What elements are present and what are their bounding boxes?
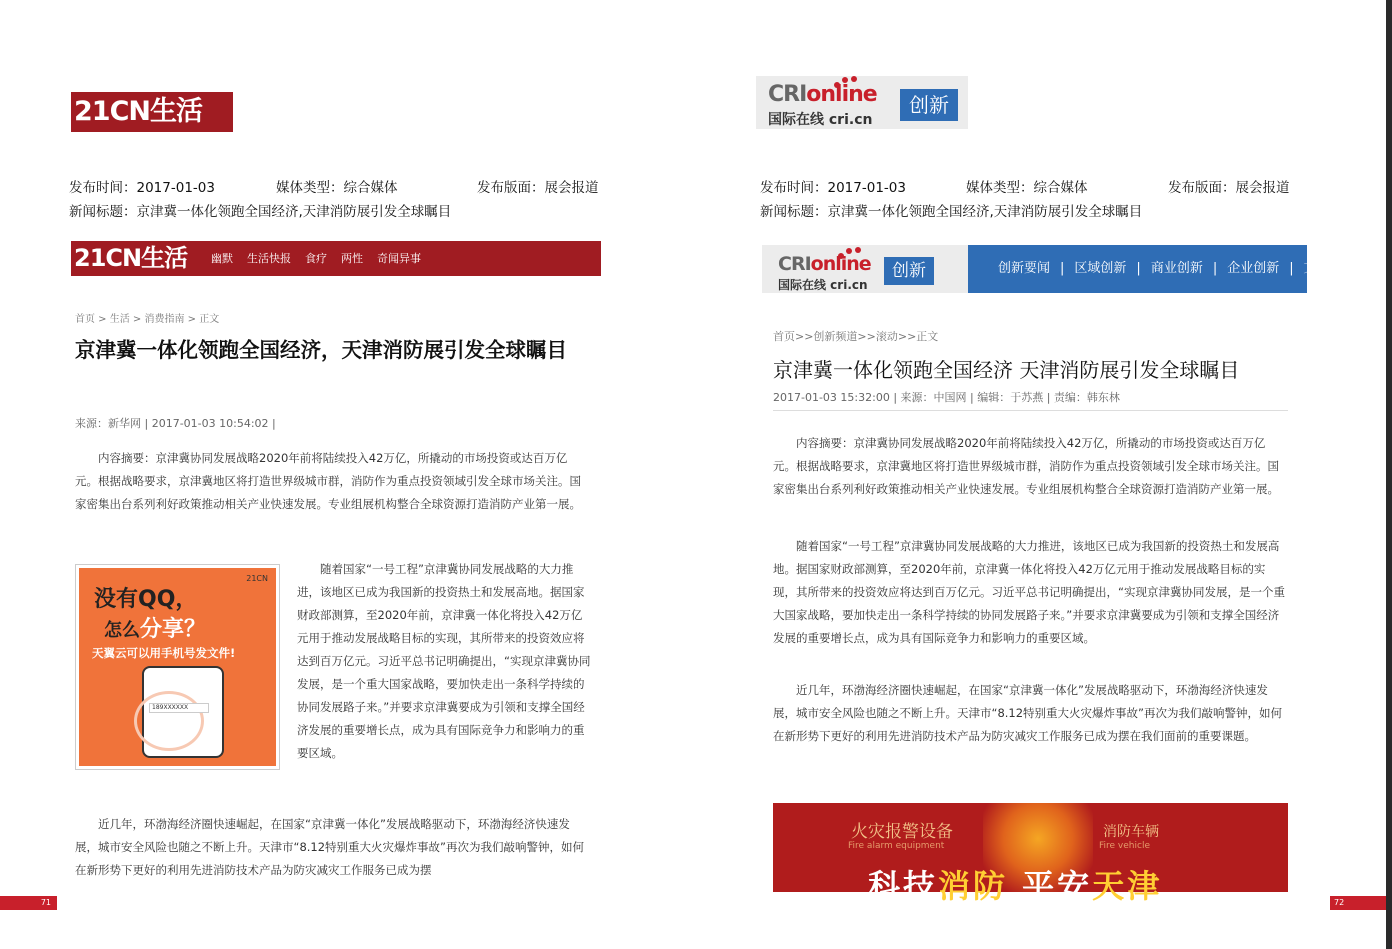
- book-spine: [1386, 0, 1392, 949]
- media-type: 媒体类型：综合媒体: [276, 180, 398, 196]
- publish-section: 发布版面：展会报道: [1168, 180, 1290, 196]
- news-headline: 新闻标题：京津冀一体化领跑全国经济,天津消防展引发全球瞩目: [760, 204, 1143, 220]
- nav-item[interactable]: 生活快报: [247, 252, 291, 265]
- breadcrumb[interactable]: 首页>>创新频道>>滚动>>正文: [773, 330, 939, 343]
- nav-item[interactable]: 食疗: [305, 252, 327, 265]
- publish-time: 发布时间：2017-01-03: [69, 180, 215, 196]
- site-header-21cn: [71, 241, 601, 276]
- breadcrumb[interactable]: 首页 > 生活 > 消费指南 > 正文: [75, 314, 220, 325]
- article-paragraph: 近几年，环渤海经济圈快速崛起，在国家“京津冀一体化”发展战略驱动下，环渤海经济快速发展，城市安全风险也随之不断上升。天津市“8.12特别重大火灾爆炸事故”再次为我们敲响警钟，如何在新形势下更好的利用先进消防技术产品为防灾减灾工作服务已成为摆: [75, 817, 585, 877]
- nav-item[interactable]: 两性: [341, 252, 363, 265]
- banner-right-en: Fire vehicle: [1099, 841, 1150, 851]
- nav-item[interactable]: 创新要闻: [998, 261, 1051, 276]
- article-title: 京津冀一体化领跑全国经济 天津消防展引发全球瞩目: [773, 358, 1240, 382]
- site-brand[interactable]: 21CN生活: [74, 244, 188, 272]
- cri-logo: [756, 76, 968, 129]
- divider: [773, 410, 1288, 411]
- nav-item[interactable]: 幽默: [211, 252, 233, 265]
- article-title: 京津冀一体化领跑全国经济，天津消防展引发全球瞩目: [75, 338, 567, 362]
- page-number-right: 72: [1330, 896, 1392, 910]
- banner-left-en: Fire alarm equipment: [848, 841, 945, 851]
- ad-tag: 21CN: [246, 574, 268, 583]
- banner-slogan: 科技消防 平安天津: [868, 867, 1163, 905]
- article-source: 来源：新华网 | 2017-01-03 10:54:02 |: [75, 417, 276, 430]
- 21cn-logo: 21CN生活: [71, 92, 233, 132]
- publish-section: 发布版面：展会报道: [477, 180, 599, 196]
- media-type: 媒体类型：综合媒体: [966, 180, 1088, 196]
- article-paragraph: 随着国家“一号工程”京津冀协同发展战略的大力推进，该地区已成为我国新的投资热土和发展高地。据国家财政部测算，至2020年前，京津冀一体化将投入42万亿元用于推动发展战略目标的实现，其所带来的投资效应将达到百万亿元。习近平总书记明确提出，“实现京津冀协同发展，是一个重大国家战略，要加快走出一条科学持续的协同发展路子来。”并要求京津冀要成为引领和支撑全国经济发展的重要增长点，成为具有国际竞争力和影响力的重要区域。: [773, 539, 1285, 645]
- article-paragraph: 随着国家“一号工程”京津冀协同发展战略的大力推进，该地区已成为我国新的投资热土和发展高地。据国家财政部测算，至2020年前，京津冀一体化将投入42万亿元用于推动发展战略目标的实现，其所带来的投资效应将达到百万亿元。习近平总书记明确提出，“实现京津冀协同发展，是一个重大国家战略，要加快走出一条科学持续的协同发展路子来。”并要求京津冀要成为引领和支撑全国经济发展的重要增长点，成为具有国际竞争力和影响力的重要区域。: [297, 562, 591, 760]
- banner-left-cn: 火灾报警设备: [851, 822, 953, 842]
- ad-phone-field: 189XXXXXX: [149, 703, 209, 713]
- site-nav: 创新要闻 | 区域创新 | 商业创新 | 企业创新 | 文: [998, 245, 1317, 293]
- nav-item[interactable]: 文: [1303, 261, 1317, 276]
- publish-time: 发布时间：2017-01-03: [760, 180, 906, 196]
- cri-badge: 创新: [900, 89, 958, 121]
- nav-item[interactable]: 商业创新: [1150, 261, 1203, 276]
- article-paragraph: 近几年，环渤海经济圈快速崛起，在国家“京津冀一体化”发展战略驱动下，环渤海经济快速发展，城市安全风险也随之不断上升。天津市“8.12特别重大火灾爆炸事故”再次为我们敲响警钟，如何在新形势下更好的利用先进消防技术产品为防灾减灾工作服务已成为摆在我们面前的重要课题。: [773, 683, 1283, 743]
- nav-item[interactable]: 奇闻异事: [377, 252, 421, 265]
- ad-line3: 天翼云可以用手机号发文件!: [92, 646, 236, 660]
- site-header-cri: [762, 245, 1317, 293]
- banner-right-cn: 消防车辆: [1103, 824, 1159, 840]
- site-nav: [211, 241, 421, 276]
- highlight-circle: [134, 691, 204, 751]
- nav-item[interactable]: 企业创新: [1227, 261, 1280, 276]
- ad-line1: 没有QQ，: [94, 587, 198, 612]
- cri-brand: CRIonline: [768, 82, 877, 107]
- ad-line2: 怎么分享？: [104, 617, 207, 642]
- article-summary: 内容摘要：京津冀协同发展战略2020年前将陆续投入42万亿，所撬动的市场投资或达百万亿元。根据战略要求，京津冀地区将打造世界级城市群，消防作为重点投资领域引发全球市场关注。国家密集出台系列利好政策推动相关产业快速发展。专业组展机构整合全球资源打造消防产业第一展。: [773, 436, 1279, 496]
- fire-expo-banner[interactable]: [773, 803, 1288, 905]
- article-source: 2017-01-03 15:32:00 | 来源：中国网 | 编辑：于苏燕 | 责编：韩东林: [773, 391, 1120, 404]
- cri-sub: 国际在线 cri.cn: [768, 112, 873, 128]
- article-summary: 内容摘要：京津冀协同发展战略2020年前将陆续投入42万亿，所撬动的市场投资或达百万亿元。根据战略要求，京津冀地区将打造世界级城市群，消防作为重点投资领域引发全球市场关注。国家密集出台系列利好政策推动相关产业快速发展。专业组展机构整合全球资源打造消防产业第一展。: [75, 451, 581, 511]
- nav-item[interactable]: 区域创新: [1074, 261, 1127, 276]
- site-brand[interactable]: CRIonline 国际在线 cri.cn 创新: [762, 245, 968, 293]
- ad-banner[interactable]: [75, 564, 280, 770]
- news-headline: 新闻标题：京津冀一体化领跑全国经济,天津消防展引发全球瞩目: [69, 204, 452, 220]
- page-number-left: 71: [0, 896, 57, 910]
